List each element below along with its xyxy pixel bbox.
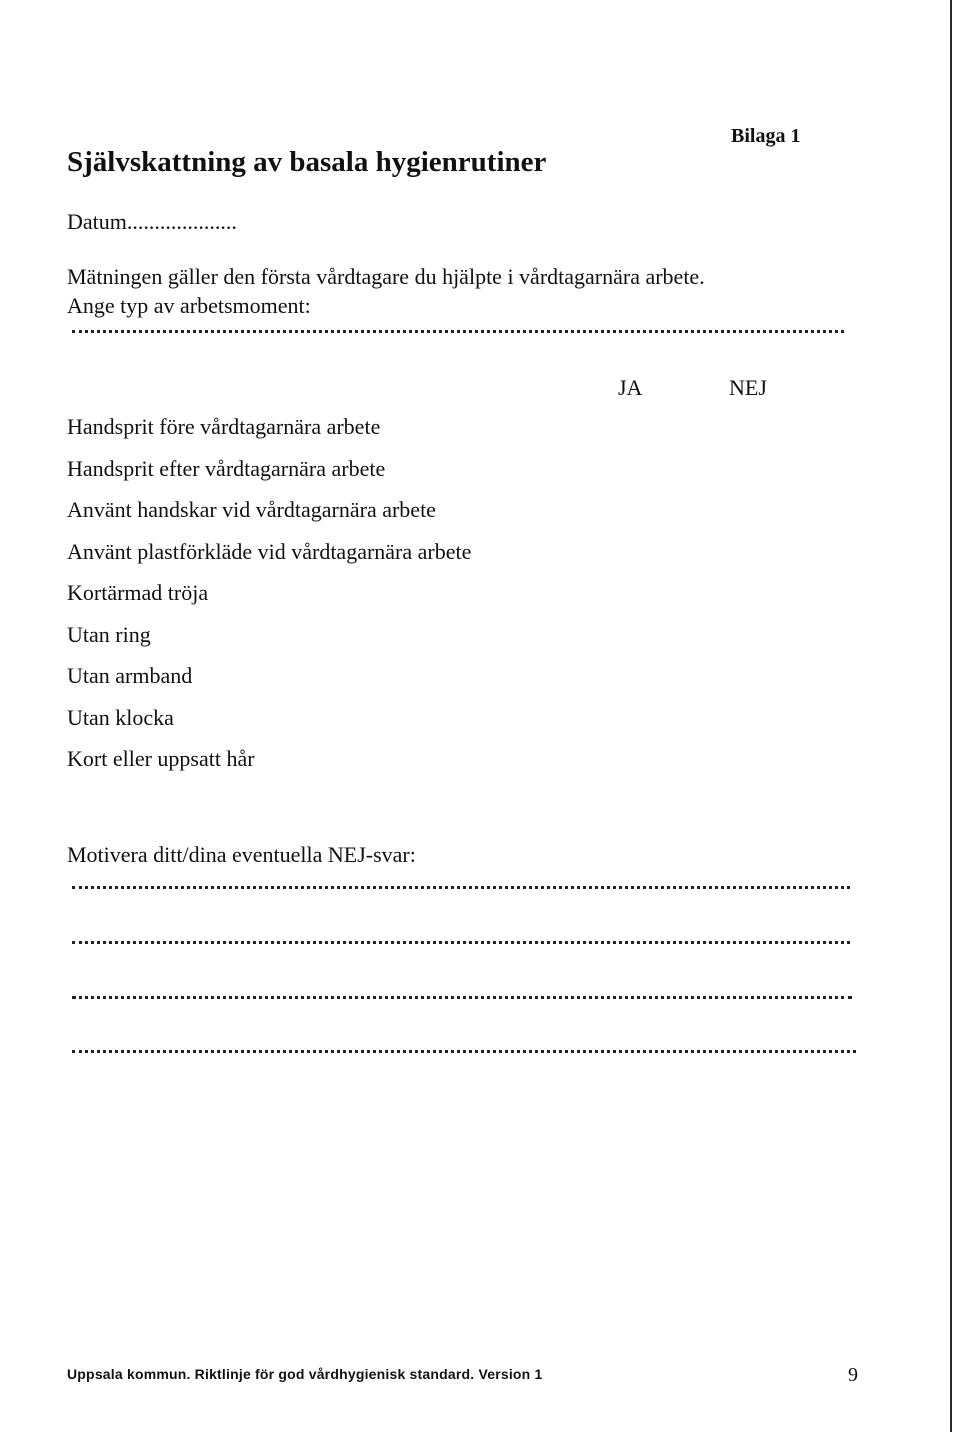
- column-header-no: NEJ: [729, 375, 767, 400]
- checklist-item-hand-sanitizer-before: Handsprit före vårdtagarnära arbete: [67, 414, 381, 439]
- checklist-item-hair: Kort eller uppsatt hår: [67, 746, 255, 771]
- motivation-answer-line-3[interactable]: [72, 996, 852, 999]
- checklist-item-gloves: Använt handskar vid vårdtagarnära arbete: [67, 497, 436, 522]
- checklist-item-short-sleeves: Kortärmad tröja: [67, 580, 209, 605]
- checklist-item-plastic-apron: Använt plastförkläde vid vårdtagarnära arbete: [67, 538, 472, 564]
- footer-text: Uppsala kommun. Riktlinje för god vårdhygienisk standard. Version 1: [67, 1366, 543, 1382]
- intro-line-measurement: Mätningen gäller den första vårdtagare du hjälpte i vårdtagarnära arbete.: [67, 264, 705, 289]
- checklist-item-no-watch: Utan klocka: [67, 704, 174, 730]
- page-edge-line: [950, 0, 952, 1432]
- page-number: 9: [848, 1364, 858, 1386]
- intro-line-task-type: Ange typ av arbetsmoment:: [67, 293, 311, 318]
- motivation-label: Motivera ditt/dina eventuella NEJ-svar:: [67, 842, 416, 867]
- checklist-item-no-ring: Utan ring: [67, 621, 151, 647]
- motivation-answer-line-4[interactable]: [72, 1050, 856, 1053]
- date-field[interactable]: Datum....................: [67, 209, 237, 234]
- intro-text: [67, 262, 705, 320]
- motivation-answer-line-1[interactable]: [72, 886, 850, 889]
- appendix-label: Bilaga 1: [731, 125, 801, 147]
- checklist-item-no-bracelet: Utan armband: [67, 663, 193, 688]
- page-title: Självskattning av basala hygienrutiner: [67, 146, 547, 178]
- column-header-yes: JA: [618, 375, 643, 400]
- task-type-answer-line[interactable]: [72, 330, 844, 333]
- motivation-answer-line-2[interactable]: [72, 941, 850, 944]
- checklist-item-hand-sanitizer-after: Handsprit efter vårdtagarnära arbete: [67, 455, 386, 481]
- hygiene-checklist: [67, 412, 471, 786]
